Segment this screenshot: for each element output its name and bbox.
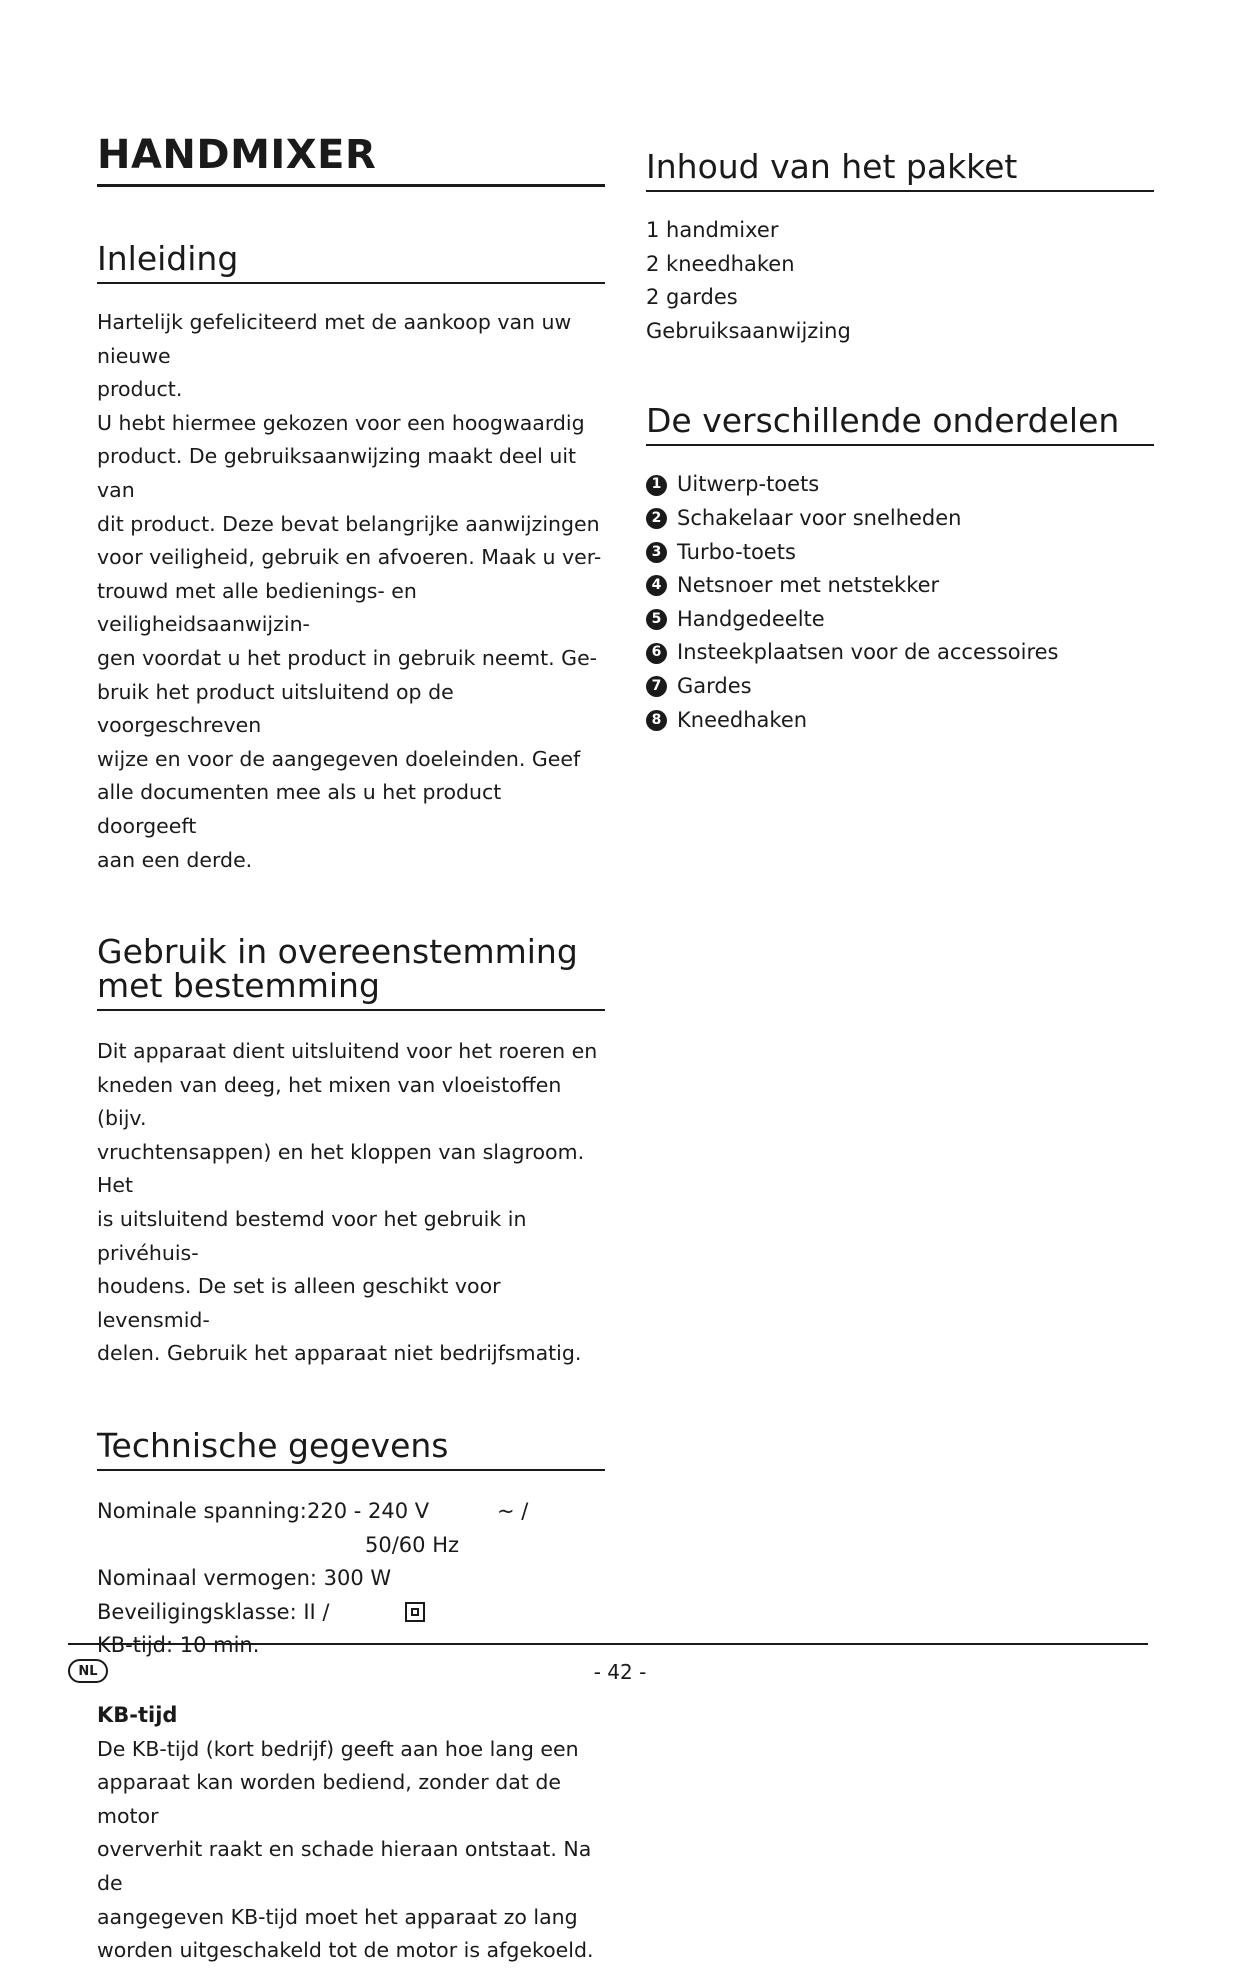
package-item: Gebruiksaanwijzing [646, 318, 851, 343]
parts-item-label: Schakelaar voor snelheden [677, 505, 962, 530]
footer-divider [68, 1643, 1148, 1645]
parts-item [646, 704, 1154, 738]
kb-line: apparaat kan worden bediend, zonder dat de motor [97, 1770, 561, 1828]
kb-text [97, 1733, 605, 1968]
ac-symbol: ~ / [497, 1499, 529, 1524]
intro-line: aan een derde. [97, 847, 253, 872]
parts-item-label: Uitwerp-toets [677, 472, 820, 497]
number-3-icon: 3 [646, 542, 667, 563]
parts-item-label: Gardes [677, 673, 752, 698]
number-8-icon: 8 [646, 710, 667, 731]
protection-class-label: Beveiligingsklasse: II / [97, 1599, 330, 1624]
parts-heading: De verschillende onderdelen [646, 404, 1154, 446]
double-insulation-icon [405, 1602, 425, 1622]
intro-line: Hartelijk gefeliciteerd met de aankoop van uw nieuwe [97, 310, 572, 368]
page-title: HANDMIXER [97, 130, 605, 187]
intended-use-line: delen. Gebruik het apparaat niet bedrijfsmatig. [97, 1341, 582, 1366]
intended-use-line: Dit apparaat dient uitsluitend voor het roeren en [97, 1039, 598, 1064]
intended-use-line: kneden van deeg, het mixen van vloeistoffen (bijv. [97, 1072, 562, 1131]
intro-line: product. [97, 377, 183, 402]
intended-use-text [97, 1035, 605, 1371]
page-number: - 42 - [593, 1660, 647, 1684]
number-1-icon: 1 [646, 475, 667, 496]
kb-line: De KB-tijd (kort bedrijf) geeft aan hoe lang een [97, 1736, 579, 1761]
right-column [646, 147, 1154, 737]
kb-time-row [97, 1629, 605, 1663]
parts-list [646, 468, 1154, 737]
frequency-value: 50/60 Hz [365, 1532, 460, 1557]
number-2-icon: 2 [646, 508, 667, 529]
intro-heading: Inleiding [97, 242, 605, 284]
intended-use-heading-line1: Gebruik in overeenstemming [97, 932, 578, 972]
intro-line: voor veiligheid, gebruik en afvoeren. Maak u ver- [97, 545, 602, 570]
intro-line: trouwd met alle bedienings- en veiligheidsaanwijzin- [97, 578, 417, 637]
parts-item [646, 468, 1154, 502]
intended-use-line: houdens. De set is alleen geschikt voor levensmid- [97, 1274, 501, 1332]
intro-text [97, 306, 605, 877]
parts-item [646, 670, 1154, 704]
parts-item [646, 603, 1154, 637]
package-item: 1 handmixer [646, 218, 779, 242]
power-row [97, 1562, 605, 1596]
left-column [97, 130, 605, 1968]
parts-item [646, 502, 1154, 536]
number-5-icon: 5 [646, 609, 667, 630]
parts-item-label: Insteekplaatsen voor de accessoires [677, 640, 1059, 665]
package-item: 2 gardes [646, 285, 738, 310]
kb-line: worden uitgeschakeld tot de motor is afgekoeld. [97, 1938, 594, 1963]
intro-line: bruik het product uitsluitend op de voorgeschreven [97, 679, 454, 738]
voltage-label: Nominale spanning: [97, 1499, 307, 1524]
package-list [646, 214, 1154, 348]
parts-item [646, 569, 1154, 603]
parts-item-label: Turbo-toets [677, 539, 796, 564]
intro-line: alle documenten mee als u het product doorgeeft [97, 780, 502, 838]
intro-line: U hebt hiermee gekozen voor een hoogwaardig [97, 410, 585, 435]
frequency-row [97, 1529, 605, 1563]
number-6-icon: 6 [646, 643, 667, 664]
kb-line: aangegeven KB-tijd moet het apparaat zo lang [97, 1904, 578, 1929]
intended-use-line: is uitsluitend bestemd voor het gebruik in privéhuis- [97, 1207, 527, 1265]
number-4-icon: 4 [646, 575, 667, 596]
intended-use-heading-line2: met bestemming [97, 966, 380, 1006]
voltage-row [97, 1495, 605, 1529]
protection-class-row [97, 1596, 605, 1630]
parts-item-label: Handgedeelte [677, 606, 825, 631]
parts-item [646, 636, 1154, 670]
parts-item-label: Netsnoer met netstekker [677, 573, 940, 598]
package-heading: Inhoud van het pakket [646, 150, 1154, 192]
voltage-value: 220 - 240 V [307, 1499, 430, 1524]
technical-heading: Technische gegevens [97, 1429, 605, 1471]
intro-line: wijze en voor de aangegeven doeleinden. Geef [97, 746, 581, 771]
parts-item [646, 536, 1154, 570]
intro-line: product. De gebruiksaanwijzing maakt deel uit van [97, 444, 577, 502]
intended-use-heading [97, 932, 605, 1011]
technical-specs [97, 1495, 605, 1663]
intro-line: dit product. Deze bevat belangrijke aanwijzingen [97, 511, 600, 536]
language-badge: NL [68, 1659, 108, 1683]
intended-use-line: vruchtensappen) en het kloppen van slagroom. Het [97, 1139, 585, 1198]
kb-time-value: KB-tijd: 10 min. [97, 1633, 260, 1658]
intro-line: gen voordat u het product in gebruik neemt. Ge- [97, 645, 598, 670]
power-value: Nominaal vermogen: 300 W [97, 1566, 392, 1591]
number-7-icon: 7 [646, 676, 667, 697]
kb-line: oververhit raakt en schade hieraan ontstaat. Na de [97, 1837, 592, 1895]
parts-item-label: Kneedhaken [677, 707, 808, 732]
kb-heading: KB-tijd [97, 1703, 178, 1727]
package-item: 2 kneedhaken [646, 251, 795, 276]
